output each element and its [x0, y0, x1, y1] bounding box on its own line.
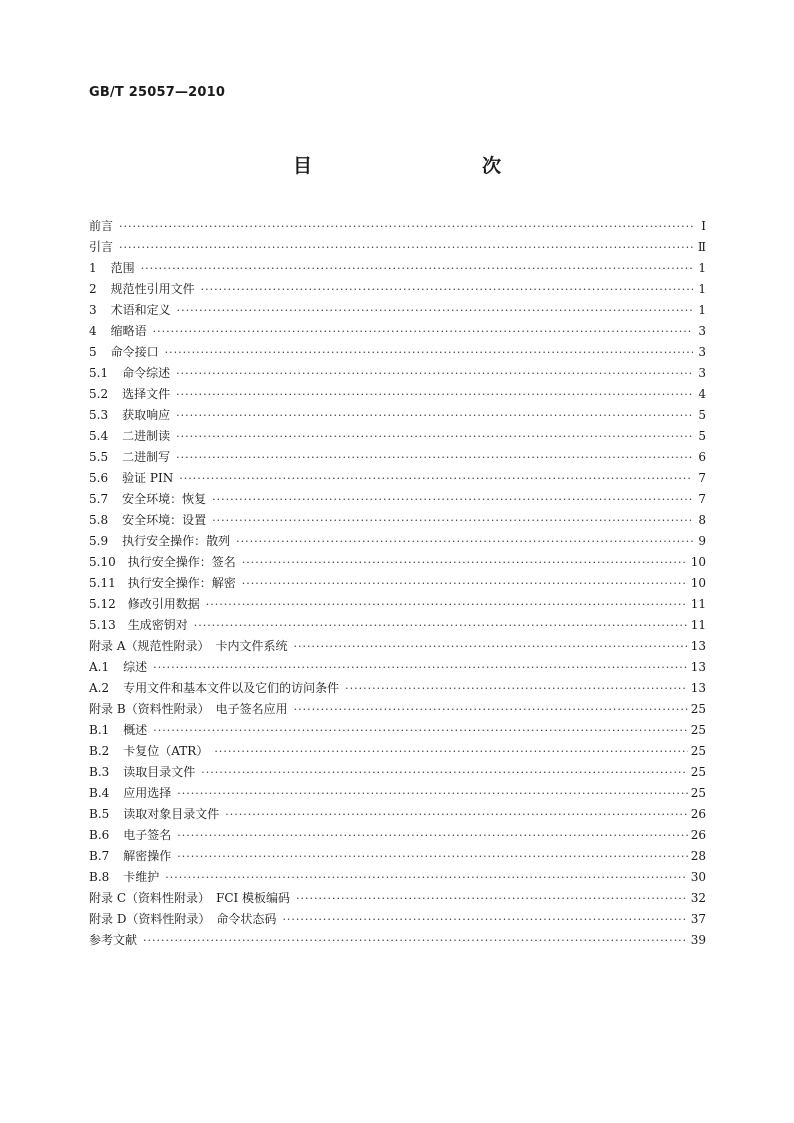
toc-entry-title: 电子签名	[123, 828, 172, 842]
toc-dot-leader	[201, 762, 687, 783]
toc-entry[interactable]	[89, 489, 706, 510]
toc-dot-leader	[212, 510, 693, 531]
toc-entry[interactable]	[89, 615, 706, 636]
toc-entry-title: 执行安全操作：解密	[127, 576, 236, 590]
toc-entry[interactable]	[89, 384, 706, 405]
page-title: 目 次	[292, 155, 545, 177]
toc-entry-title: 获取响应	[122, 408, 171, 422]
toc-entry[interactable]	[89, 804, 706, 825]
toc-entry-title: 缩略语	[110, 324, 147, 338]
toc-entry-page: 11	[690, 618, 706, 632]
toc-entry-page: 25	[690, 744, 706, 758]
toc-dot-leader	[201, 279, 693, 300]
toc-entry-title: 二进制读	[122, 429, 171, 443]
toc-dot-leader	[119, 216, 693, 237]
toc-dot-leader	[282, 909, 687, 930]
toc-entry[interactable]	[89, 447, 706, 468]
toc-dot-leader	[212, 489, 693, 510]
toc-entry-page: 26	[690, 807, 706, 821]
toc-dot-leader	[176, 384, 693, 405]
toc-entry-page: 5	[698, 429, 706, 443]
toc-entry-page: 7	[698, 492, 706, 506]
toc-dot-leader	[345, 678, 688, 699]
toc-entry[interactable]	[89, 909, 706, 930]
toc-entry-number: 3	[89, 303, 97, 317]
toc-dot-leader	[225, 804, 687, 825]
toc-entry-title: 解密操作	[123, 849, 172, 863]
toc-entry[interactable]	[89, 636, 706, 657]
toc-entry-title: 引言	[89, 240, 114, 254]
standard-code: GB/T 25057—2010	[89, 85, 226, 100]
toc-entry-page: 8	[698, 513, 706, 527]
toc-entry-title: 术语和定义	[110, 303, 171, 317]
toc-entry-number: 4	[89, 324, 97, 338]
toc-entry[interactable]	[89, 300, 706, 321]
toc-entry-page: 10	[690, 555, 706, 569]
toc-entry-number: 5.12	[89, 597, 116, 611]
toc-entry-number: 5.13	[89, 618, 116, 632]
toc-entry-page: 11	[690, 597, 706, 611]
toc-dot-leader	[242, 552, 688, 573]
toc-entry[interactable]	[89, 468, 706, 489]
toc-dot-leader	[296, 888, 688, 909]
toc-entry-page: 5	[698, 408, 706, 422]
toc-entry[interactable]	[89, 888, 706, 909]
toc-entry-title: 生成密钥对	[127, 618, 188, 632]
toc-entry-title: 安全环境：设置	[122, 513, 207, 527]
toc-entry[interactable]	[89, 657, 706, 678]
toc-entry-page: 28	[690, 849, 706, 863]
toc-entry-page: 26	[690, 828, 706, 842]
toc-entry-title: 应用选择	[123, 786, 172, 800]
toc-dot-leader	[153, 321, 693, 342]
toc-dot-leader	[176, 363, 693, 384]
toc-entry-number: B.1	[89, 723, 110, 737]
toc-entry-title: 卡维护	[123, 870, 160, 884]
toc-entry-title: 综述	[123, 660, 148, 674]
toc-entry-number: B.3	[89, 765, 110, 779]
toc-entry-number: 5.11	[89, 576, 116, 590]
toc-entry[interactable]	[89, 258, 706, 279]
toc-entry[interactable]	[89, 720, 706, 741]
toc-entry-page: 30	[690, 870, 706, 884]
toc-entry-page: 3	[698, 324, 706, 338]
toc-entry-title: 附录 B（资料性附录） 电子签名应用	[89, 702, 288, 716]
toc-dot-leader	[165, 342, 693, 363]
toc-entry[interactable]	[89, 321, 706, 342]
toc-dot-leader	[214, 741, 687, 762]
toc-entry[interactable]	[89, 573, 706, 594]
toc-entry-number: B.4	[89, 786, 110, 800]
toc-dot-leader	[236, 531, 693, 552]
toc-entry-title: 附录 D（资料性附录） 命令状态码	[89, 912, 277, 926]
toc-entry-title: 卡复位（ATR）	[123, 744, 209, 758]
toc-entry-title: 规范性引用文件	[110, 282, 195, 296]
toc-entry[interactable]	[89, 678, 706, 699]
toc-dot-leader	[177, 300, 693, 321]
toc-entry[interactable]	[89, 867, 706, 888]
toc-entry[interactable]	[89, 846, 706, 867]
toc-entry-number: 5.7	[89, 492, 109, 506]
toc-entry-title: 范围	[110, 261, 135, 275]
toc-dot-leader	[143, 930, 688, 951]
toc-entry-title: 命令接口	[110, 345, 159, 359]
toc-entry[interactable]	[89, 279, 706, 300]
toc-entry-page: 1	[698, 282, 706, 296]
toc-entry-page: 4	[698, 387, 706, 401]
toc-entry[interactable]	[89, 237, 706, 258]
toc-entry-number: 5.6	[89, 471, 109, 485]
toc-entry-page: 9	[698, 534, 706, 548]
toc-entry-number: 5.2	[89, 387, 109, 401]
toc-entry[interactable]	[89, 510, 706, 531]
toc-entry-number: A.2	[89, 681, 110, 695]
toc-entry[interactable]	[89, 930, 706, 951]
toc-entry-number: B.6	[89, 828, 110, 842]
toc-entry-number: B.7	[89, 849, 110, 863]
toc-entry-page: Ⅱ	[697, 240, 706, 254]
toc-dot-leader	[242, 573, 688, 594]
toc-entry-title: 执行安全操作：散列	[122, 534, 231, 548]
toc-entry-number: 2	[89, 282, 97, 296]
toc-entry-page: 6	[698, 450, 706, 464]
toc-dot-leader	[153, 657, 688, 678]
toc-dot-leader	[153, 720, 687, 741]
toc-dot-leader	[176, 447, 693, 468]
toc-entry-number: B.5	[89, 807, 110, 821]
toc-dot-leader	[177, 846, 687, 867]
toc-dot-leader	[206, 594, 688, 615]
toc-entry-number: B.2	[89, 744, 110, 758]
toc-dot-leader	[165, 867, 687, 888]
toc-entry[interactable]	[89, 426, 706, 447]
toc-dot-leader	[141, 258, 693, 279]
table-of-contents	[89, 216, 706, 951]
toc-entry[interactable]	[89, 342, 706, 363]
toc-entry-page: 13	[690, 639, 706, 653]
toc-entry-title: 安全环境：恢复	[122, 492, 207, 506]
toc-entry-title: 参考文献	[89, 933, 138, 947]
toc-entry-page: 3	[698, 366, 706, 380]
toc-entry-title: 选择文件	[122, 387, 171, 401]
toc-entry-title: 修改引用数据	[127, 597, 200, 611]
toc-dot-leader	[194, 615, 688, 636]
toc-entry-page: 13	[690, 681, 706, 695]
toc-entry[interactable]	[89, 531, 706, 552]
toc-entry-number: 5.10	[89, 555, 116, 569]
toc-entry-number: 5.1	[89, 366, 109, 380]
toc-entry-number: A.1	[89, 660, 110, 674]
toc-entry-page: Ⅰ	[701, 219, 706, 233]
toc-entry-number: 5.5	[89, 450, 109, 464]
toc-entry[interactable]	[89, 594, 706, 615]
toc-entry-page: 25	[690, 702, 706, 716]
toc-entry-page: 3	[698, 345, 706, 359]
toc-entry-page: 25	[690, 765, 706, 779]
toc-entry-page: 32	[690, 891, 706, 905]
toc-entry-page: 25	[690, 723, 706, 737]
toc-entry-page: 39	[690, 933, 706, 947]
toc-entry[interactable]	[89, 405, 706, 426]
toc-entry-title: 概述	[123, 723, 148, 737]
toc-entry-page: 7	[698, 471, 706, 485]
toc-dot-leader	[176, 405, 693, 426]
toc-entry-title: 附录 C（资料性附录） FCI 模板编码	[89, 891, 291, 905]
toc-dot-leader	[177, 825, 687, 846]
toc-entry-number: B.8	[89, 870, 110, 884]
toc-entry-title: 专用文件和基本文件以及它们的访问条件	[123, 681, 340, 695]
toc-entry-title: 验证 PIN	[122, 471, 174, 485]
toc-dot-leader	[293, 636, 687, 657]
toc-entry[interactable]	[89, 762, 706, 783]
toc-entry[interactable]	[89, 552, 706, 573]
toc-entry-title: 附录 A（规范性附录） 卡内文件系统	[89, 639, 288, 653]
toc-dot-leader	[179, 468, 693, 489]
toc-entry-number: 5.3	[89, 408, 109, 422]
toc-entry-title: 二进制写	[122, 450, 171, 464]
toc-entry-number: 5.8	[89, 513, 109, 527]
toc-entry-title: 读取目录文件	[123, 765, 196, 779]
toc-entry-number: 5.9	[89, 534, 109, 548]
toc-entry-page: 25	[690, 786, 706, 800]
toc-entry-title: 读取对象目录文件	[123, 807, 220, 821]
toc-entry-number: 5.4	[89, 429, 109, 443]
toc-entry[interactable]	[89, 216, 706, 237]
toc-entry-page: 13	[690, 660, 706, 674]
toc-entry[interactable]	[89, 699, 706, 720]
toc-entry[interactable]	[89, 741, 706, 762]
toc-entry-page: 10	[690, 576, 706, 590]
toc-entry-title: 前言	[89, 219, 114, 233]
toc-dot-leader	[119, 237, 693, 258]
toc-entry[interactable]	[89, 363, 706, 384]
toc-entry[interactable]	[89, 783, 706, 804]
toc-dot-leader	[176, 426, 693, 447]
toc-entry-page: 1	[698, 261, 706, 275]
toc-dot-leader	[294, 699, 688, 720]
toc-entry-title: 执行安全操作：签名	[127, 555, 236, 569]
toc-dot-leader	[177, 783, 687, 804]
toc-entry[interactable]	[89, 825, 706, 846]
toc-entry-number: 5	[89, 345, 97, 359]
toc-entry-page: 37	[690, 912, 706, 926]
toc-entry-number: 1	[89, 261, 97, 275]
toc-entry-title: 命令综述	[122, 366, 171, 380]
toc-entry-page: 1	[698, 303, 706, 317]
